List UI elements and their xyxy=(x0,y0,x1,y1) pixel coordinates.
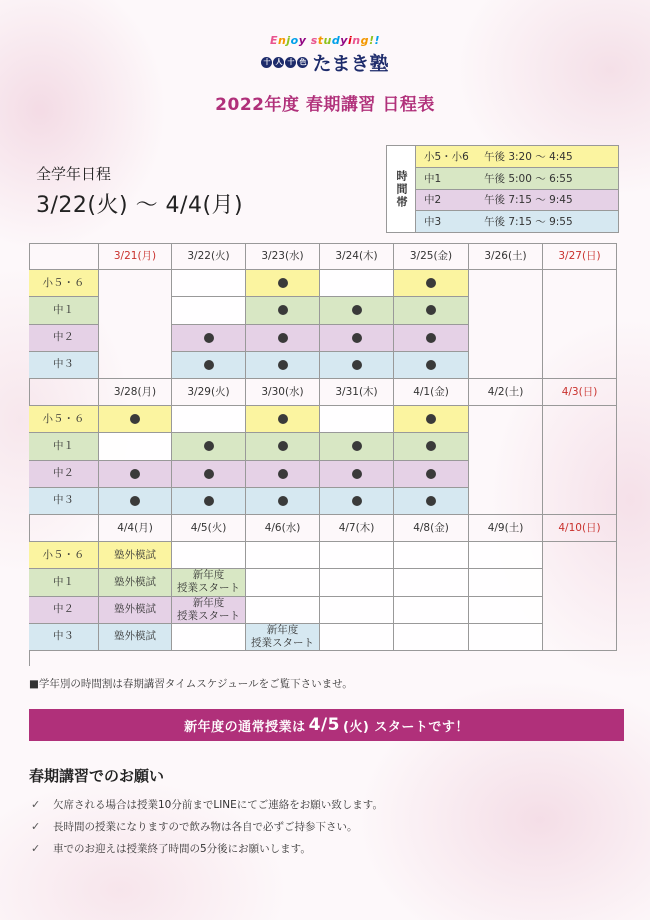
schedule-cell: 新年度 授業スタート xyxy=(172,569,246,596)
date-header: 3/21(月) xyxy=(99,243,172,270)
subtitle: 全学年日程 xyxy=(36,165,112,183)
session-dot-icon xyxy=(426,305,436,315)
schedule-cell: 新年度 授業スタート xyxy=(246,624,320,651)
date-header: 3/29(火) xyxy=(172,379,246,406)
schedule-cell xyxy=(469,461,543,488)
session-dot-icon xyxy=(204,469,214,479)
logo-mark-icon: 十 人 十 色 xyxy=(263,58,307,66)
time-table-label: 時間帯 xyxy=(387,146,416,232)
session-cell xyxy=(320,297,394,324)
corner-cell xyxy=(29,243,99,270)
session-dot-icon xyxy=(426,496,436,506)
schedule-cell: 新年度 授業スタート xyxy=(172,597,246,624)
session-cell xyxy=(172,488,246,515)
schedule-cell xyxy=(469,352,543,379)
schedule-cell xyxy=(320,406,394,433)
date-header: 3/30(水) xyxy=(246,379,320,406)
session-dot-icon xyxy=(426,414,436,424)
session-cell xyxy=(99,406,172,433)
schedule-cell xyxy=(246,569,320,596)
date-header: 4/6(水) xyxy=(246,515,320,542)
schedule-cell xyxy=(320,569,394,596)
session-cell xyxy=(394,325,469,352)
schedule-cell xyxy=(543,461,617,488)
grade-label: 小５・６ xyxy=(29,406,99,433)
session-cell xyxy=(394,297,469,324)
session-dot-icon xyxy=(278,414,288,424)
session-cell xyxy=(99,461,172,488)
banner-date: 4/5 xyxy=(308,715,340,735)
schedule-cell xyxy=(99,433,172,460)
session-cell xyxy=(246,406,320,433)
schedule-cell xyxy=(543,597,617,624)
session-dot-icon xyxy=(278,469,288,479)
date-header: 4/10(日) xyxy=(543,515,617,542)
grade-label: 中２ xyxy=(29,325,99,352)
session-dot-icon xyxy=(204,360,214,370)
date-header: 4/8(金) xyxy=(394,515,469,542)
session-dot-icon xyxy=(426,333,436,343)
session-dot-icon xyxy=(352,305,362,315)
session-cell xyxy=(320,352,394,379)
session-dot-icon xyxy=(130,414,140,424)
schedule-cell xyxy=(543,569,617,596)
date-header: 3/27(日) xyxy=(543,243,617,270)
time-table-row: 小5・小6 午後 3:20 ～ 4:45 xyxy=(416,146,618,168)
logo-name: たまき塾 xyxy=(312,53,389,75)
grade-label: 中２ xyxy=(29,597,99,624)
schedule-cell xyxy=(469,297,543,324)
session-cell xyxy=(172,461,246,488)
schedule-cell xyxy=(543,406,617,433)
date-header: 3/22(火) xyxy=(172,243,246,270)
session-cell xyxy=(246,325,320,352)
schedule-cell xyxy=(469,597,543,624)
session-dot-icon xyxy=(352,360,362,370)
session-cell xyxy=(246,270,320,297)
session-dot-icon xyxy=(204,496,214,506)
session-dot-icon xyxy=(352,441,362,451)
session-dot-icon xyxy=(278,333,288,343)
grade-label: 中３ xyxy=(29,352,99,379)
logo xyxy=(0,34,650,76)
schedule-cell xyxy=(469,433,543,460)
schedule-cell xyxy=(543,433,617,460)
schedule-cell xyxy=(469,542,543,569)
schedule-cell xyxy=(469,624,543,651)
session-dot-icon xyxy=(130,496,140,506)
schedule-cell xyxy=(320,542,394,569)
session-cell xyxy=(320,325,394,352)
session-cell xyxy=(394,433,469,460)
grade-label: 小５・６ xyxy=(29,542,99,569)
schedule-cell xyxy=(246,597,320,624)
session-cell xyxy=(320,488,394,515)
date-header: 3/24(木) xyxy=(320,243,394,270)
corner-cell xyxy=(29,379,99,406)
schedule-cell xyxy=(246,542,320,569)
session-cell xyxy=(246,433,320,460)
request-item: ✓ 車でのお迎えは授業終了時間の5分後にお願いします。 xyxy=(31,842,311,855)
session-dot-icon xyxy=(352,496,362,506)
date-header: 3/31(木) xyxy=(320,379,394,406)
date-header: 3/28(月) xyxy=(99,379,172,406)
schedule-cell xyxy=(543,270,617,297)
session-dot-icon xyxy=(278,278,288,288)
date-header: 3/23(水) xyxy=(246,243,320,270)
schedule-cell xyxy=(99,297,172,324)
requests-title: 春期講習でのお願い xyxy=(29,767,165,785)
date-range: 3/22(火) ～ 4/4(月) xyxy=(36,193,244,218)
timetable-note: ■学年別の時間割は春期講習タイムスケジュールをご覧下さいませ。 xyxy=(29,678,353,690)
time-table xyxy=(386,145,619,233)
session-dot-icon xyxy=(204,333,214,343)
schedule-cell: 塾外模試 xyxy=(99,569,172,596)
grade-label: 小５・６ xyxy=(29,270,99,297)
schedule-cell xyxy=(469,406,543,433)
session-dot-icon xyxy=(278,496,288,506)
date-header: 4/4(月) xyxy=(99,515,172,542)
schedule-cell: 塾外模試 xyxy=(99,597,172,624)
session-dot-icon xyxy=(278,441,288,451)
schedule-cell xyxy=(99,270,172,297)
request-item: ✓ 欠席される場合は授業10分前までLINEにてご連絡をお願い致します。 xyxy=(31,798,383,811)
schedule-cell xyxy=(172,270,246,297)
schedule-cell xyxy=(543,325,617,352)
schedule-cell xyxy=(543,352,617,379)
session-dot-icon xyxy=(426,441,436,451)
schedule-cell xyxy=(320,270,394,297)
session-cell xyxy=(172,352,246,379)
date-header: 3/26(土) xyxy=(469,243,543,270)
time-table-row: 中2 午後 7:15 ～ 9:45 xyxy=(416,190,618,212)
schedule-cell: 塾外模試 xyxy=(99,542,172,569)
session-dot-icon xyxy=(204,441,214,451)
corner-cell xyxy=(29,515,99,542)
schedule-grid xyxy=(29,243,617,666)
request-item: ✓ 長時間の授業になりますので飲み物は各自で必ずご持参下さい。 xyxy=(31,820,358,833)
schedule-cell: 塾外模試 xyxy=(99,624,172,651)
grade-label: 中３ xyxy=(29,624,99,651)
session-dot-icon xyxy=(426,469,436,479)
session-cell xyxy=(394,488,469,515)
date-header: 4/1(金) xyxy=(394,379,469,406)
schedule-cell xyxy=(469,569,543,596)
schedule-cell xyxy=(99,352,172,379)
session-cell xyxy=(394,352,469,379)
session-dot-icon xyxy=(352,469,362,479)
session-cell xyxy=(246,461,320,488)
date-header: 4/3(日) xyxy=(543,379,617,406)
schedule-cell xyxy=(172,406,246,433)
schedule-cell xyxy=(543,624,617,651)
session-cell xyxy=(394,461,469,488)
schedule-cell xyxy=(394,569,469,596)
session-cell xyxy=(320,461,394,488)
schedule-cell xyxy=(320,597,394,624)
grade-label: 中１ xyxy=(29,297,99,324)
time-table-row: 中1 午後 5:00 ～ 6:55 xyxy=(416,168,618,190)
check-icon: ✓ xyxy=(31,798,41,811)
session-dot-icon xyxy=(278,360,288,370)
schedule-cell xyxy=(469,325,543,352)
schedule-cell xyxy=(543,542,617,569)
date-header: 3/25(金) xyxy=(394,243,469,270)
date-header: 4/5(火) xyxy=(172,515,246,542)
session-dot-icon xyxy=(426,278,436,288)
schedule-cell xyxy=(469,488,543,515)
session-dot-icon xyxy=(426,360,436,370)
session-cell xyxy=(394,406,469,433)
schedule-cell xyxy=(172,297,246,324)
schedule-cell xyxy=(469,270,543,297)
schedule-cell xyxy=(172,542,246,569)
requests-list xyxy=(31,797,383,863)
session-cell xyxy=(172,325,246,352)
check-icon: ✓ xyxy=(31,820,41,833)
session-cell xyxy=(320,433,394,460)
schedule-cell xyxy=(172,624,246,651)
date-header: 4/9(土) xyxy=(469,515,543,542)
grade-label: 中１ xyxy=(29,433,99,460)
schedule-cell xyxy=(394,624,469,651)
session-cell xyxy=(246,352,320,379)
page-title: 2022年度 春期講習 日程表 xyxy=(215,95,435,115)
session-dot-icon xyxy=(278,305,288,315)
grade-label: 中３ xyxy=(29,488,99,515)
logo-tagline: Enjoy studying!! xyxy=(270,34,380,47)
time-table-row: 中3 午後 7:15 ～ 9:55 xyxy=(416,211,618,232)
schedule-cell xyxy=(543,297,617,324)
session-cell xyxy=(246,297,320,324)
session-cell xyxy=(394,270,469,297)
schedule-cell xyxy=(320,624,394,651)
date-header: 4/7(木) xyxy=(320,515,394,542)
check-icon: ✓ xyxy=(31,842,41,855)
grade-label: 中２ xyxy=(29,461,99,488)
session-dot-icon xyxy=(130,469,140,479)
schedule-cell xyxy=(543,488,617,515)
session-cell xyxy=(246,488,320,515)
grade-label: 中１ xyxy=(29,569,99,596)
session-cell xyxy=(99,488,172,515)
schedule-cell xyxy=(99,325,172,352)
schedule-cell xyxy=(394,542,469,569)
new-term-banner: 新年度の通常授業は 4/5 (火) スタートです！ xyxy=(29,709,624,741)
date-header: 4/2(土) xyxy=(469,379,543,406)
session-cell xyxy=(172,433,246,460)
schedule-cell xyxy=(394,597,469,624)
session-dot-icon xyxy=(352,333,362,343)
